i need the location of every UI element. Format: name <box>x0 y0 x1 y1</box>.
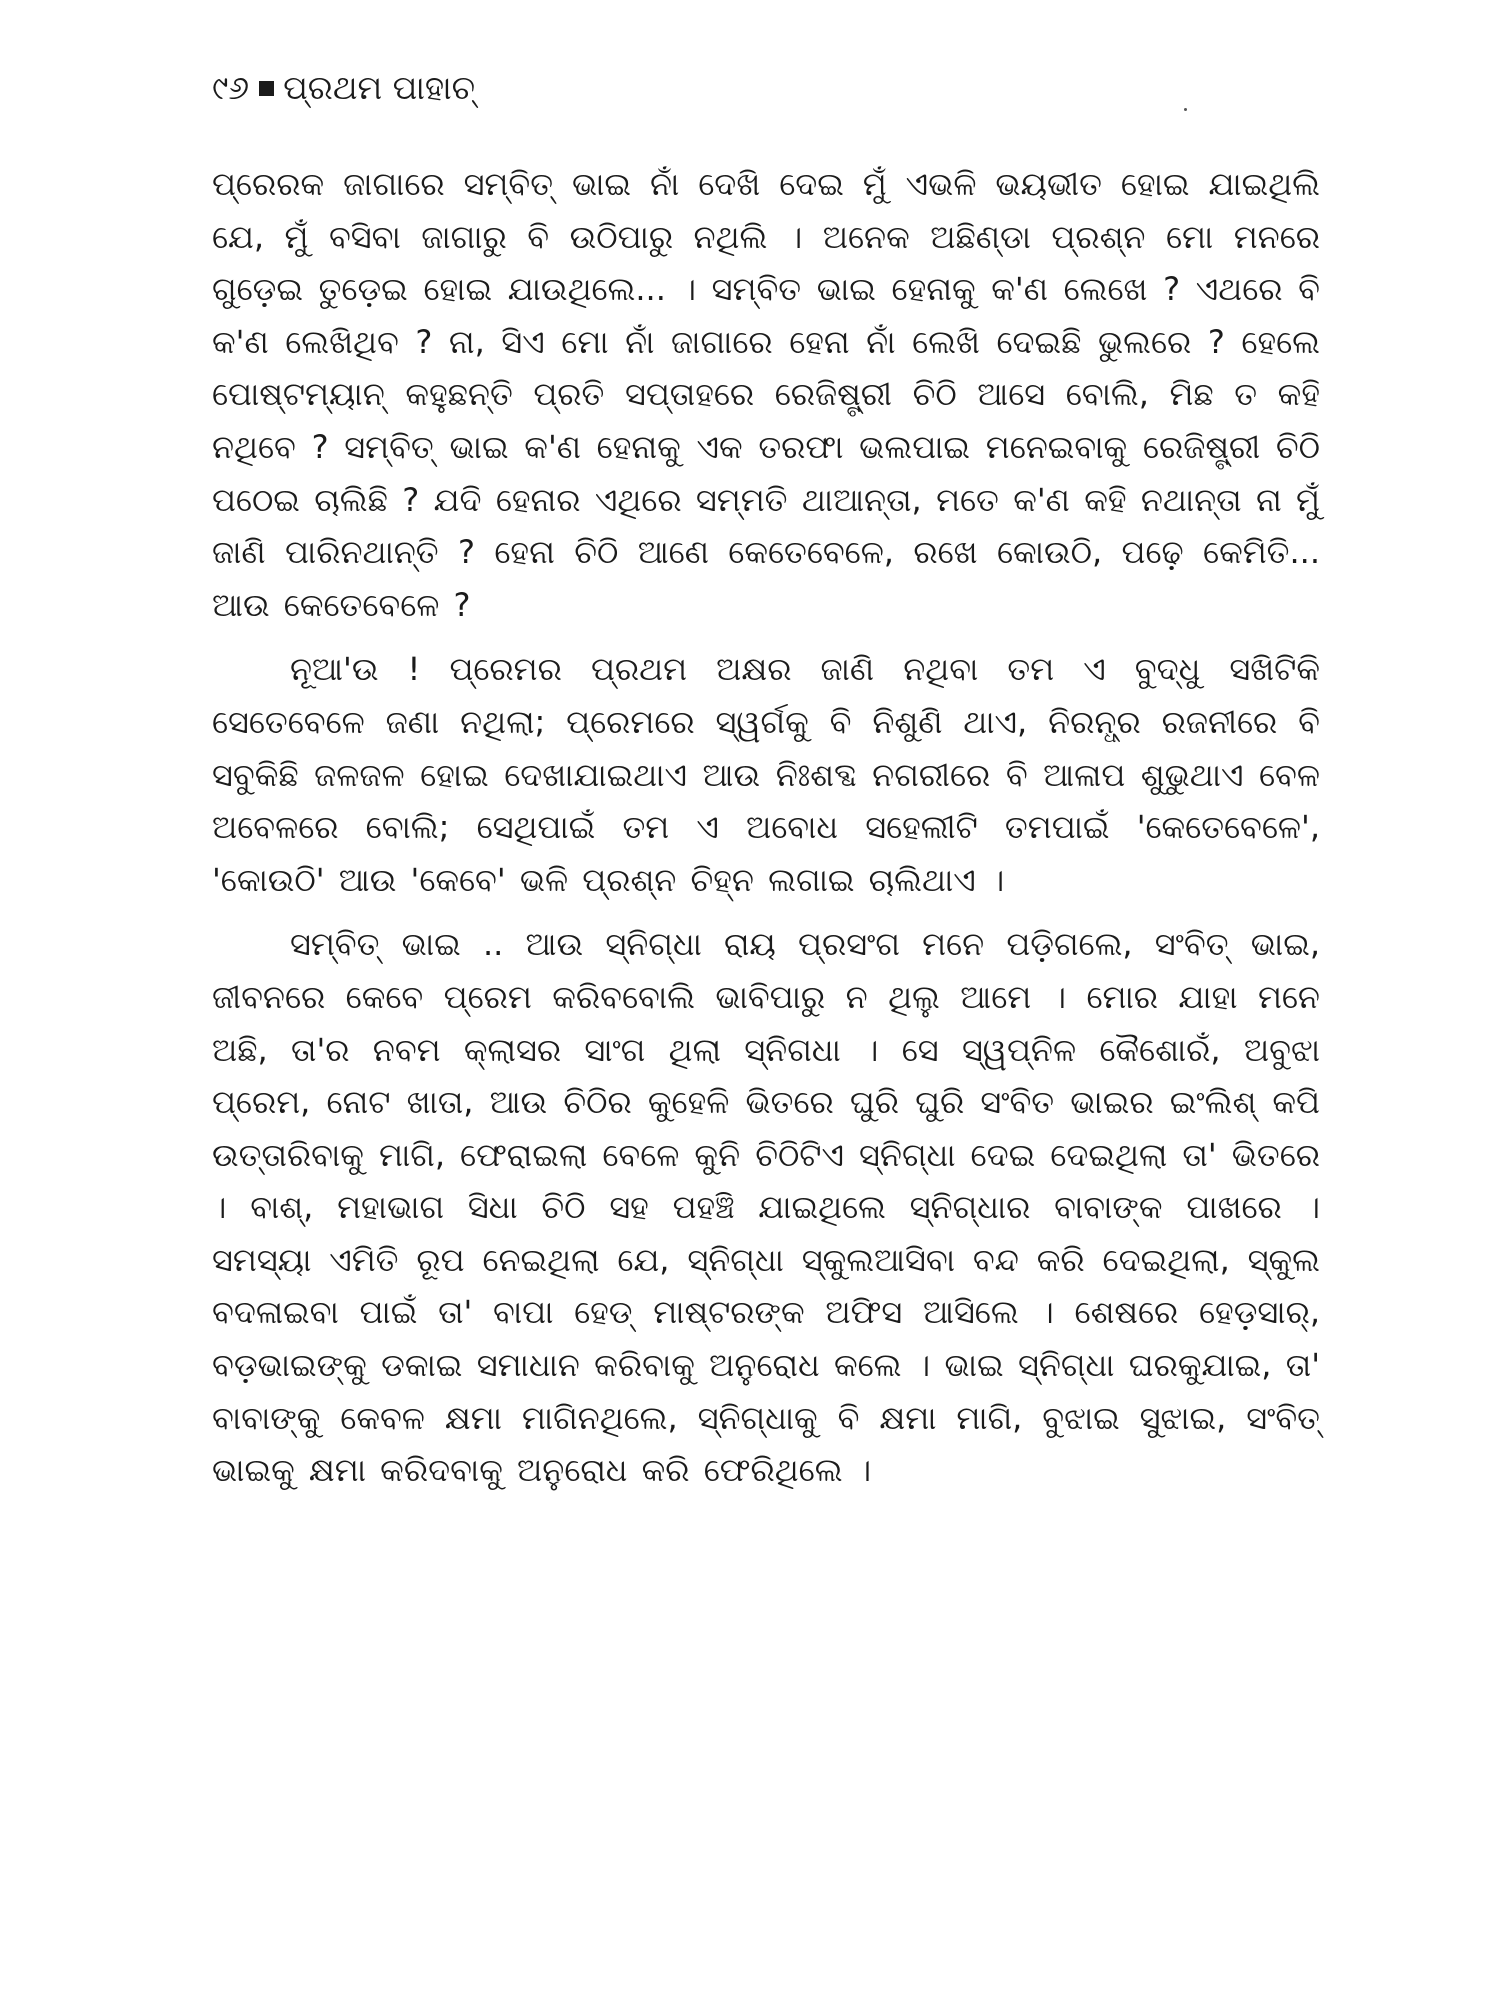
paragraph-2: ନୂଆ'ଉ ! ପ୍ରେମର ପ୍ରଥମ ଅକ୍ଷର ଜାଣି ନଥିବା ତମ ଏ ବୁଦ୍ଧୁ ସଖିଟିକି ସେତେବେଳେ ଜଣା ନଥିଲା; ପ୍ରେମରେ ସ୍ୱର୍ଗକୁ ବି ନିଶୁଣି ଥାଏ, ନିରନ୍ଧ୍ର ରଜନୀରେ ବି ସବୁକିଛି ଜଳଜଳ ହୋଇ ଦେଖାଯାଇଥାଏ ଆଉ ନିଃଶବ୍ଦ ନଗରୀରେ ବି ଆଳାପ ଶୁଭୁଥାଏ ବେଳ ଅବେଳରେ ବୋଲି; ସେଥିପାଇଁ ତମ ଏ ଅବୋଧ ସହେଲୀଟି ତମପାଇଁ 'କେତେବେଳେ', 'କୋଉଠି' ଆଉ 'କେବେ' ଭଳି ପ୍ରଶ୍ନ ଚିହ୍ନ ଲଗାଇ ଚାଲିଥାଏ । <box>212 650 1320 899</box>
page-number: ୯୬ <box>212 68 250 107</box>
square-bullet-icon <box>259 81 274 96</box>
running-head <box>212 58 475 118</box>
paragraph-1: ପ୍ରେରକ ଜାଗାରେ ସମ୍ବିତ୍ ଭାଇ ନାଁ ଦେଖି ଦେଇ ମୁଁ ଏଭଳି ଭୟଭୀତ ହୋଇ ଯାଇଥିଲି ଯେ, ମୁଁ ବସିବା ଜାଗାରୁ ବି ଉଠିପାରୁ ନଥିଲି । ଅନେକ ଅଛିଣ୍ଡା ପ୍ରଶ୍ନ ମୋ ମନରେ ଗୁଡ଼େଇ ତୁଡ଼େଇ ହୋଇ ଯାଉଥିଲେ... । ସମ୍ବିତ ଭାଇ ହେନାକୁ କ'ଣ ଲେଖେ ? ଏଥରେ ବି କ'ଣ ଲେଖିଥିବ ? ନା, ସିଏ ମୋ ନାଁ ଜାଗାରେ ହେନା ନାଁ ଲେଖି ଦେଇଛି ଭୁଲରେ ? ହେଲେ ପୋଷ୍ଟମ୍ୟାନ୍ କହୁଛନ୍ତି ପ୍ରତି ସପ୍ତାହରେ ରେଜିଷ୍ଟ୍ରୀ ଚିଠି ଆସେ ବୋଲି, ମିଛ ତ କହି ନଥିବେ ? ସମ୍ବିତ୍ ଭାଇ କ'ଣ ହେନାକୁ ଏକ ତରଫା ଭଲପାଇ ମନେଇବାକୁ ରେଜିଷ୍ଟ୍ରୀ ଚିଠି ପଠେଇ ଚାଲିଛି ? ଯଦି ହେନାର ଏଥିରେ ସମ୍ମତି ଥାଆନ୍ତା, ମତେ କ'ଣ କହି ନଥାନ୍ତା ନା ମୁଁ ଜାଣି ପାରିନଥାନ୍ତି ? ହେନା ଚିଠି ଆଣେ କେତେବେଳେ, ରଖେ କୋଉଠି, ପଢ଼େ କେମିତି... ଆଉ କେତେବେଳେ ? <box>212 165 1320 624</box>
paragraph-3: ସମ୍ବିତ୍ ଭାଇ .. ଆଉ ସ୍ନିଗ୍ଧା ରାୟ ପ୍ରସଂଗ ମନେ ପଡ଼ିଗଲେ, ସଂବିତ୍ ଭାଇ, ଜୀବନରେ କେବେ ପ୍ରେମ କରିବବୋଲି ଭାବିପାରୁ ନ ଥିଲୁ ଆମେ । ମୋର ଯାହା ମନେ ଅଛି, ତା'ର ନବମ କ୍ଲାସର ସାଂଗ ଥିଲା ସ୍ନିଗଧା । ସେ ସ୍ୱପ୍ନିଳ କୈଶୋରଁ, ଅବୁଝା ପ୍ରେମ, ନୋଟ ଖାତା, ଆଉ ଚିଠିର କୁହେଳି ଭିତରେ ଘୁରି ଘୁରି ସଂବିତ ଭାଇର ଇଂଲିଶ୍ କପି ଉତ୍ତାରିବାକୁ ମାଗି, ଫେରାଇଲା ବେଳେ କୁନି ଚିଠିଟିଏ ସ୍ନିଗ୍ଧା ଦେଇ ଦେଇଥିଲା ତା' ଭିତରେ । ବାଶ୍, ମହାଭାଗ ସିଧା ଚିଠି ସହ ପହଞ୍ଚି ଯାଇଥିଲେ ସ୍ନିଗ୍ଧାର ବାବାଙ୍କ ପାଖରେ । ସମସ୍ୟା ଏମିତି ରୂପ ନେଇଥିଲା ଯେ, ସ୍ନିଗ୍ଧା ସ୍କୁଲଆସିବା ବନ୍ଦ କରି ଦେଇଥିଲା, ସ୍କୁଲ ବଦଳାଇବା ପାଇଁ ତା' ବାପା ହେଡ୍ ମାଷ୍ଟରଙ୍କ ଅଫିସ ଆସିଲେ । ଶେଷରେ ହେଡ଼ସାର୍, ବଡ଼ଭାଇଙ୍କୁ ଡକାଇ ସମାଧାନ କରିବାକୁ ଅନୁରୋଧ କଲେ । ଭାଇ ସ୍ନିଗ୍ଧା ଘରକୁଯାଇ, ତା' ବାବାଙ୍କୁ କେବଳ କ୍ଷମା ମାଗିନଥିଲେ, ସ୍ନିଗ୍ଧାକୁ ବି କ୍ଷମା ମାଗି, ବୁଝାଇ ସୁଝାଇ, ସଂବିତ୍ ଭାଇକୁ କ୍ଷମା କରିଦବାକୁ ଅନୁରୋଧ କରି ଫେରିଥିଲେ । <box>212 925 1320 1490</box>
body-text <box>212 158 1320 1509</box>
ink-speck <box>1184 108 1187 111</box>
book-title: ପ୍ରଥମ ପାହାଚ୍ <box>283 68 476 107</box>
